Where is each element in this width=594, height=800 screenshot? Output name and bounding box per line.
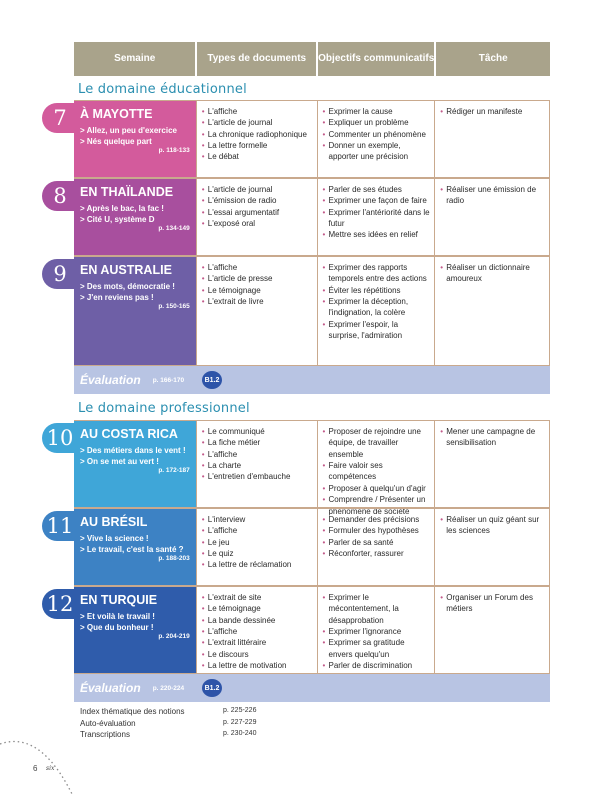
- unit-subtitle: > Le travail, c'est la santé ?: [80, 545, 184, 555]
- unit-row-10: [74, 420, 550, 516]
- list-item: • Expliquer un problème: [323, 117, 431, 128]
- evaluation-label: Évaluation: [80, 373, 141, 387]
- documents-cell: [196, 509, 317, 585]
- documents-cell: [196, 101, 317, 177]
- list-item: • Exprimer l'espoir, la surprise, l'admiration: [323, 319, 431, 342]
- level-badge: B1.2: [202, 679, 222, 697]
- list-item: • L'affiche: [202, 449, 313, 460]
- list-item: • Proposer à quelqu'un d'agir: [323, 483, 431, 494]
- unit-row-7: [74, 100, 550, 178]
- task-cell: [434, 509, 549, 585]
- list-item: • Proposer de rejoindre une équipe, de travailler ensemble: [323, 426, 431, 460]
- unit-title: AU BRÉSIL: [80, 515, 148, 529]
- unit-subtitle: > Vive la science !: [80, 533, 149, 543]
- list-item: • Organiser un Forum des métiers: [440, 592, 545, 615]
- unit-pages: p. 118-133: [158, 147, 190, 155]
- unit-subtitle: > Nés quelque part: [80, 137, 152, 147]
- list-item: • Mettre ses idées en relief: [323, 229, 431, 240]
- annex-list: [80, 706, 256, 741]
- list-item: • L'affiche: [202, 525, 313, 536]
- unit-number-badge: 11: [42, 511, 75, 541]
- unit-number-badge: 12: [42, 589, 75, 619]
- list-item: • L'affiche: [202, 262, 313, 273]
- list-item: • Commenter un phénomène: [323, 129, 431, 140]
- list-item: • La bande dessinée: [202, 615, 313, 626]
- unit-title: EN TURQUIE: [80, 593, 158, 607]
- list-item: • Réconforter, rassurer: [323, 548, 431, 559]
- unit-number-badge: 8: [42, 181, 75, 211]
- objectives-cell: [317, 257, 435, 365]
- list-item: • Le communiqué: [202, 426, 313, 437]
- objectives-cell: [317, 421, 435, 516]
- list-item: • L'affiche: [202, 106, 313, 117]
- list-item: • Exprimer une façon de faire: [323, 195, 431, 206]
- list-item: • Formuler des hypothèses: [323, 525, 431, 536]
- documents-cell: [196, 421, 317, 507]
- list-item: • Rédiger un manifeste: [440, 106, 545, 117]
- annex-item: Auto-évaluation p. 227-229: [80, 718, 257, 728]
- list-item: • L'entretien d'embauche: [202, 471, 313, 482]
- unit-subtitle: > Allez, un peu d'exercice: [80, 125, 177, 135]
- evaluation-pages: p. 166-170: [152, 376, 185, 384]
- unit-subtitle: > Et voilà le travail !: [80, 611, 155, 621]
- unit-pages: p. 172-187: [158, 467, 190, 475]
- list-item: • L'essai argumentatif: [202, 207, 313, 218]
- unit-week-cell: [74, 587, 196, 673]
- list-item: • La chronique radiophonique: [202, 129, 313, 140]
- unit-week-cell: [74, 179, 196, 255]
- level-badge: B1.2: [202, 371, 222, 389]
- unit-subtitle: > Que du bonheur !: [80, 623, 154, 633]
- list-item: • L'extrait littéraire: [202, 637, 313, 648]
- list-item: • L'article de journal: [202, 184, 313, 195]
- task-cell: [434, 421, 549, 507]
- unit-title: EN AUSTRALIE: [80, 263, 172, 277]
- list-item: • L'interview: [202, 514, 313, 525]
- evaluation-pages: p. 220-224: [152, 684, 185, 692]
- annex-item: Transcriptions p. 230-240: [80, 730, 257, 740]
- section-title-educ: Le domaine éducationnel: [78, 82, 247, 97]
- page-number: 6: [33, 764, 38, 773]
- unit-pages: p. 204-219: [158, 633, 190, 641]
- list-item: • Comprendre / Présenter un phénomène de société: [323, 494, 431, 517]
- list-item: • Réaliser un dictionnaire amoureux: [440, 262, 545, 285]
- task-cell: [434, 257, 549, 365]
- evaluation-row-1: [74, 366, 550, 394]
- list-item: • Demander des précisions: [323, 514, 431, 525]
- list-item: • La charte: [202, 460, 313, 471]
- list-item: • L'extrait de site: [202, 592, 313, 603]
- list-item: • L'affiche: [202, 626, 313, 637]
- unit-week-cell: [74, 509, 196, 585]
- unit-pages: p. 188-203: [158, 555, 190, 563]
- evaluation-row-2: [74, 674, 550, 702]
- unit-pages: p. 134-149: [158, 225, 190, 233]
- list-item: • Exprimer la déception, l'indignation, la colère: [323, 296, 431, 319]
- list-item: • Le témoignage: [202, 285, 313, 296]
- list-item: • L'article de presse: [202, 273, 313, 284]
- unit-row-11: [74, 508, 550, 586]
- unit-title: EN THAÏLANDE: [80, 185, 174, 199]
- decorative-dots: [0, 728, 80, 800]
- list-item: • Parler de discrimination: [323, 660, 431, 671]
- list-item: • L'émission de radio: [202, 195, 313, 206]
- list-item: • Mener une campagne de sensibilisation: [440, 426, 545, 449]
- unit-number-badge: 10: [42, 423, 75, 453]
- list-item: • Le quiz: [202, 548, 313, 559]
- unit-number-badge: 9: [42, 259, 75, 289]
- section-title-pro: Le domaine professionnel: [78, 401, 250, 416]
- list-item: • Parler de ses études: [323, 184, 431, 195]
- header-tache: Tâche: [436, 42, 550, 76]
- unit-row-9: [74, 256, 550, 366]
- list-item: • Le discours: [202, 649, 313, 660]
- list-item: • Réaliser une émission de radio: [440, 184, 545, 207]
- list-item: • Le témoignage: [202, 603, 313, 614]
- documents-cell: [196, 179, 317, 255]
- unit-pages: p. 150-165: [158, 303, 190, 311]
- unit-title: AU COSTA RICA: [80, 427, 178, 441]
- task-cell: [434, 179, 549, 255]
- list-item: • Exprimer la cause: [323, 106, 431, 117]
- page-word: six: [46, 765, 55, 772]
- list-item: • Exprimer l'ignorance: [323, 626, 431, 637]
- unit-week-cell: [74, 101, 196, 177]
- objectives-cell: [317, 101, 435, 177]
- list-item: • L'exposé oral: [202, 218, 313, 229]
- table-header: [74, 42, 550, 76]
- objectives-cell: [317, 509, 435, 585]
- list-item: • La lettre formelle: [202, 140, 313, 151]
- unit-subtitle: > J'en reviens pas !: [80, 293, 154, 303]
- list-item: • L'article de journal: [202, 117, 313, 128]
- objectives-cell: [317, 179, 435, 255]
- unit-week-cell: [74, 257, 196, 365]
- unit-subtitle: > Des mots, démocratie !: [80, 281, 175, 291]
- list-item: • Éviter les répétitions: [323, 285, 431, 296]
- list-item: • Le jeu: [202, 537, 313, 548]
- list-item: • Faire valoir ses compétences: [323, 460, 431, 483]
- header-types: Types de documents: [197, 42, 316, 76]
- unit-subtitle: > On se met au vert !: [80, 457, 159, 467]
- list-item: • Exprimer l'antériorité dans le futur: [323, 207, 431, 230]
- objectives-cell: [317, 587, 435, 673]
- unit-number-badge: 7: [42, 103, 75, 133]
- unit-row-8: [74, 178, 550, 256]
- unit-week-cell: [74, 421, 196, 507]
- list-item: • La lettre de réclamation: [202, 559, 313, 570]
- annex-item: Index thématique des notions p. 225-226: [80, 707, 257, 716]
- task-cell: [434, 101, 549, 177]
- list-item: • Le débat: [202, 151, 313, 162]
- header-semaine: Semaine: [74, 42, 195, 76]
- list-item: • Exprimer sa gratitude envers quelqu'un: [323, 637, 431, 660]
- list-item: • Parler de sa santé: [323, 537, 431, 548]
- list-item: • Réaliser un quiz géant sur les sciences: [440, 514, 545, 537]
- unit-subtitle: > Cité U, système D: [80, 215, 155, 225]
- list-item: • La lettre de motivation: [202, 660, 313, 671]
- list-item: • Donner un exemple, apporter une précision: [323, 140, 431, 163]
- documents-cell: [196, 587, 317, 673]
- unit-subtitle: > Après le bac, la fac !: [80, 203, 164, 213]
- unit-title: À MAYOTTE: [80, 107, 153, 121]
- list-item: • Exprimer des rapports temporels entre des actions: [323, 262, 431, 285]
- list-item: • L'extrait de livre: [202, 296, 313, 307]
- list-item: • Exprimer le mécontentement, la désapprobation: [323, 592, 431, 626]
- unit-row-12: [74, 586, 550, 674]
- evaluation-label: Évaluation: [80, 681, 141, 695]
- unit-subtitle: > Des métiers dans le vent !: [80, 445, 186, 455]
- header-objectifs: Objectifs communicatifs: [318, 42, 435, 76]
- task-cell: [434, 587, 549, 673]
- list-item: • La fiche métier: [202, 437, 313, 448]
- documents-cell: [196, 257, 317, 365]
